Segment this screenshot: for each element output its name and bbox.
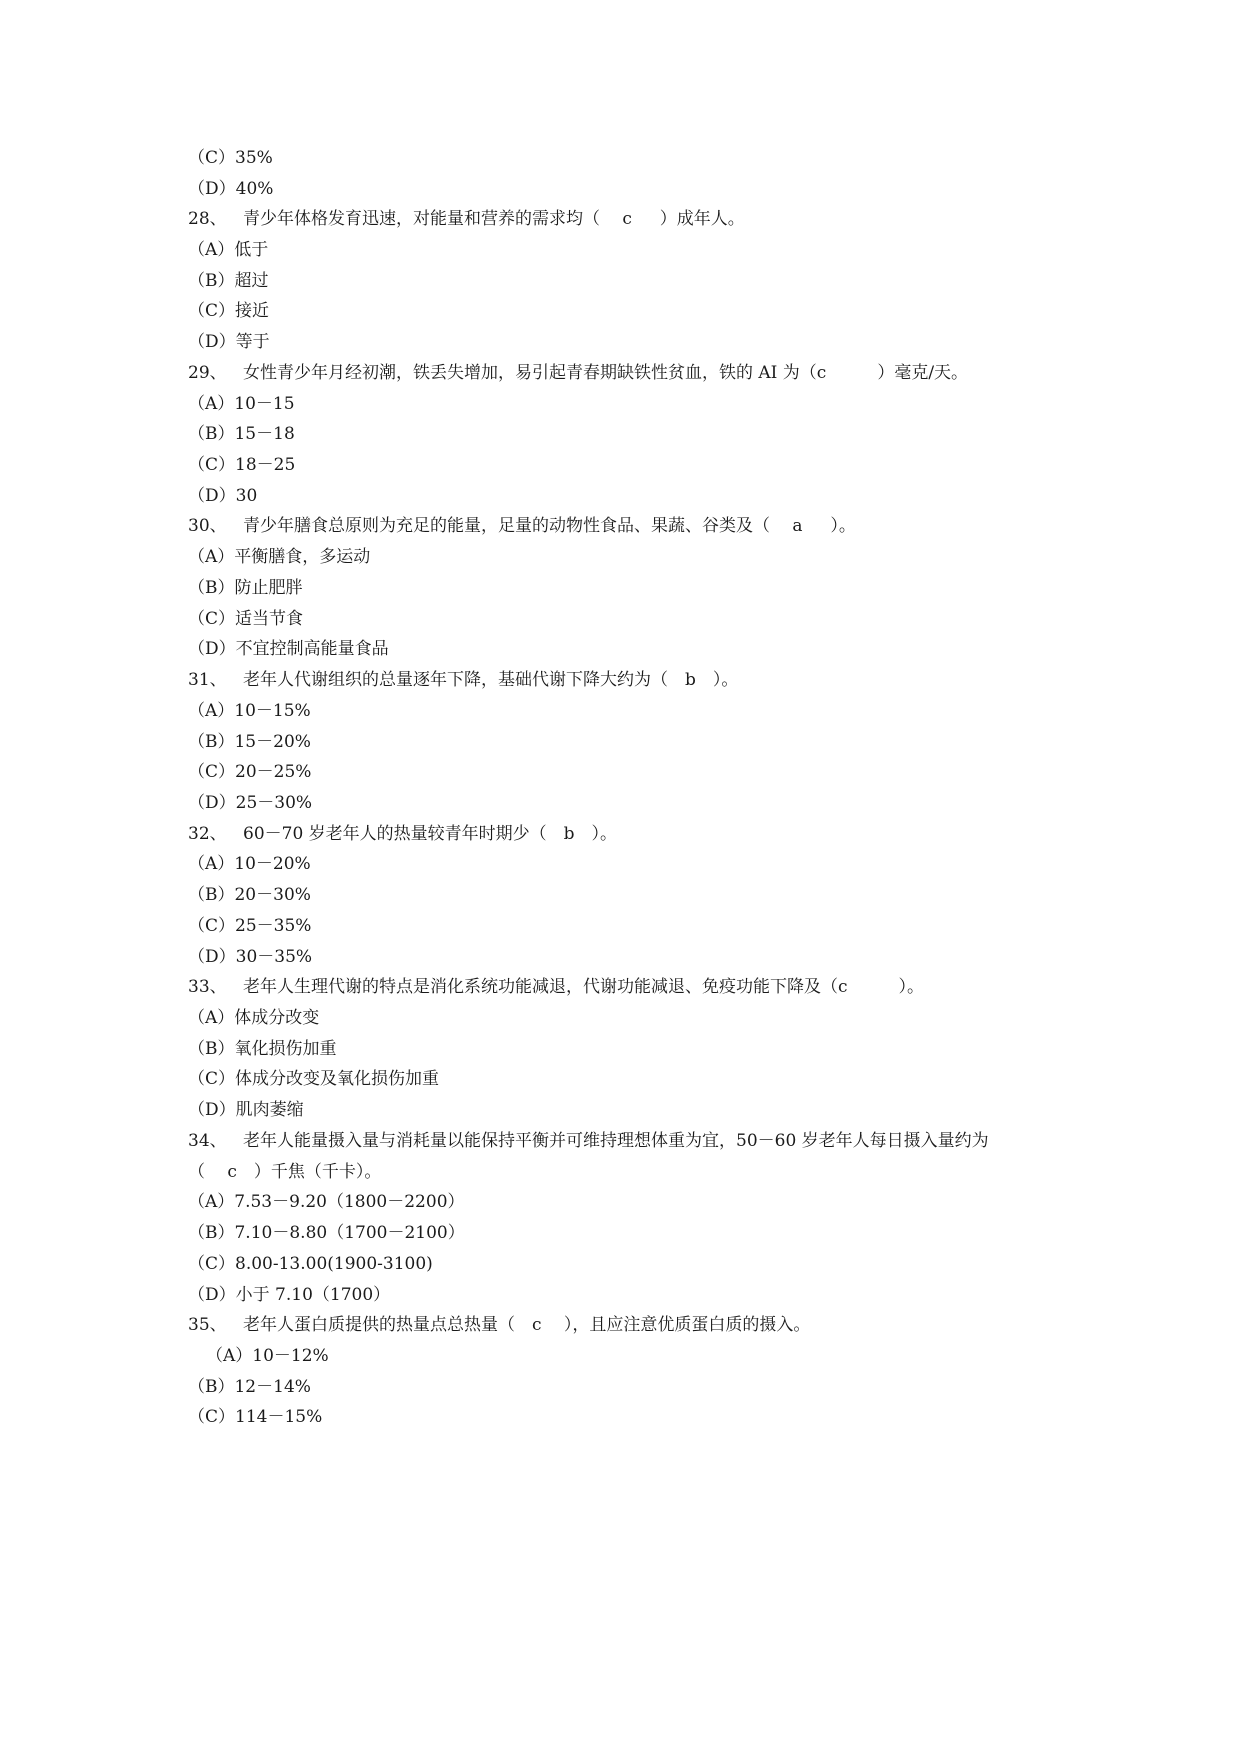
question-text: 青少年体格发育迅速，对能量和营养的需求均（ c ）成年人。: [243, 209, 745, 229]
option-a: （A）平衡膳食，多运动: [188, 547, 371, 567]
option-c: （C）18－25: [188, 455, 296, 475]
question-28: [188, 207, 745, 231]
option-d: （D）小于 7.10（1700）: [188, 1285, 391, 1305]
question-text: 老年人代谢组织的总量逐年下降，基础代谢下降大约为（ b ）。: [243, 670, 739, 690]
option-d: （D）30－35%: [188, 947, 313, 967]
option-b: （B）超过: [188, 271, 269, 291]
option-c: （C）114－15%: [188, 1407, 323, 1427]
option-b: （B）12－14%: [188, 1377, 311, 1397]
option-a: （A）10－15: [188, 394, 295, 414]
option-d: （D）等于: [188, 332, 270, 352]
option-c: （C）适当节食: [188, 609, 304, 629]
question-number: 32、: [188, 824, 227, 844]
option-b: （B）7.10－8.80（1700－2100）: [188, 1223, 465, 1243]
question-text: 老年人蛋白质提供的热量点总热量（ c ），且应注意优质蛋白质的摄入。: [243, 1315, 811, 1335]
question-34: [188, 1129, 989, 1153]
question-text: 老年人生理代谢的特点是消化系统功能减退，代谢功能减退、免疫功能下降及（c ）。: [243, 977, 925, 997]
question-33: [188, 975, 924, 999]
question-number: 29、: [188, 363, 227, 383]
option-c: （C）25－35%: [188, 916, 312, 936]
option-a: （A）10－15%: [188, 701, 311, 721]
option-d: （D）肌肉萎缩: [188, 1100, 304, 1120]
option-b: （B）15－18: [188, 424, 295, 444]
option-b: （B）防止肥胖: [188, 578, 303, 598]
option-c: （C）35%: [188, 148, 273, 168]
question-number: 35、: [188, 1315, 227, 1335]
question-number: 34、: [188, 1131, 227, 1151]
question-29: [188, 361, 968, 385]
option-a: （A）10－12%: [206, 1346, 329, 1366]
option-a: （A）体成分改变: [188, 1008, 320, 1028]
option-d: （D）30: [188, 486, 258, 506]
question-text: 老年人能量摄入量与消耗量以能保持平衡并可维持理想体重为宜，50－60 岁老年人每日摄入量约为: [243, 1131, 989, 1151]
question-text: 60－70 岁老年人的热量较青年时期少（ b ）。: [243, 824, 618, 844]
option-b: （B）20－30%: [188, 885, 311, 905]
question-number: 28、: [188, 209, 227, 229]
question-30: [188, 514, 856, 538]
option-b: （B）氧化损伤加重: [188, 1039, 337, 1059]
question-32: [188, 822, 617, 846]
option-c: （C）接近: [188, 301, 270, 321]
question-31: [188, 668, 738, 692]
question-number: 30、: [188, 516, 227, 536]
option-c: （C）体成分改变及氧化损伤加重: [188, 1069, 440, 1089]
question-number: 33、: [188, 977, 227, 997]
question-text-continued: （ c ）千焦（千卡）。: [188, 1162, 382, 1182]
question-text: 青少年膳食总原则为充足的能量，足量的动物性食品、果蔬、谷类及（ a ）。: [243, 516, 856, 536]
option-c: （C）20－25%: [188, 762, 312, 782]
option-a: （A）10－20%: [188, 854, 311, 874]
question-number: 31、: [188, 670, 227, 690]
option-a: （A）低于: [188, 240, 269, 260]
option-d: （D）不宜控制高能量食品: [188, 639, 389, 659]
option-d: （D）40%: [188, 179, 274, 199]
option-d: （D）25－30%: [188, 793, 313, 813]
option-a: （A）7.53－9.20（1800－2200）: [188, 1192, 465, 1212]
question-text: 女性青少年月经初潮，铁丢失增加，易引起青春期缺铁性贫血，铁的 AI 为（c ）毫克/天。: [243, 363, 969, 383]
option-c: （C）8.00-13.00(1900-3100): [188, 1254, 433, 1274]
question-35: [188, 1313, 810, 1337]
option-b: （B）15－20%: [188, 732, 311, 752]
